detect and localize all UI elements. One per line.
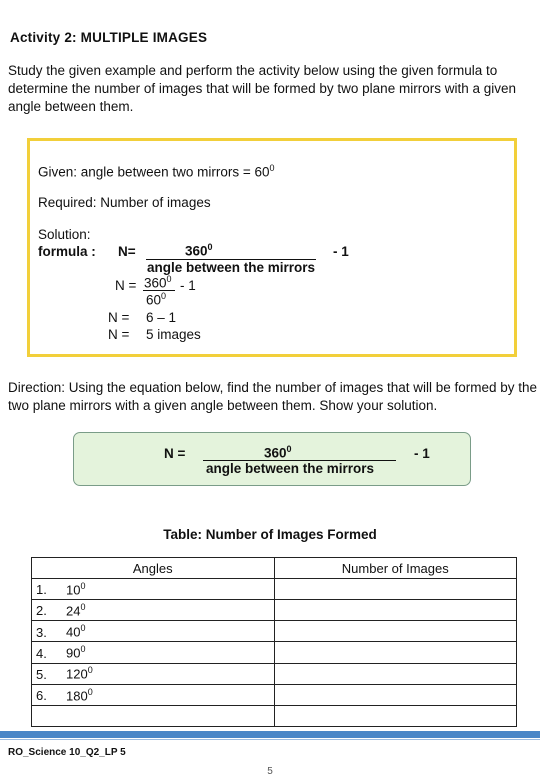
header-angles: Angles (32, 558, 275, 579)
solution-label: Solution: (38, 227, 91, 242)
given-value: 60 (254, 164, 270, 180)
footer-rule (0, 739, 540, 740)
intro-paragraph: Study the given example and perform the activity below using the given formula to determine the number of images that will be formed by two plane mirrors with a given angle between them. (8, 63, 516, 114)
row-number: 2. (36, 603, 47, 619)
given-label: Given: angle between two mirrors = (38, 164, 251, 180)
formula-box (73, 432, 471, 486)
degree-mark: 0 (161, 291, 167, 301)
angle-value: 90 (66, 645, 81, 661)
table-row (32, 600, 517, 621)
step2-value: 6 – 1 (146, 310, 177, 325)
formula-minus-one: - 1 (333, 244, 349, 259)
formula-n: N= (118, 244, 136, 259)
row-number: 5. (36, 666, 47, 682)
number-of-images-cell[interactable] (274, 684, 517, 705)
header-number-of-images: Number of Images (274, 558, 517, 579)
given-line (38, 163, 275, 180)
table-title: Table: Number of Images Formed (163, 527, 377, 542)
step2-n: N = (108, 310, 130, 325)
activity-title: Activity 2: MULTIPLE IMAGES (10, 30, 208, 45)
table-row (32, 684, 517, 705)
step1-denominator (146, 291, 166, 308)
angle-cell (32, 600, 275, 621)
degree-mark: 0 (87, 665, 93, 676)
step3-n: N = (108, 327, 130, 342)
step1-numerator-value: 360 (144, 275, 167, 291)
images-table (31, 557, 517, 727)
degree-mark: 0 (80, 580, 86, 591)
degree-mark: 0 (87, 686, 93, 697)
formula-numerator (264, 444, 292, 461)
formula-denominator: angle between the mirrors (206, 461, 375, 476)
example-box (27, 138, 517, 357)
row-number: 1. (36, 582, 47, 598)
degree-mark: 0 (286, 444, 292, 454)
table-row (32, 621, 517, 642)
number-of-images-cell[interactable] (274, 663, 517, 684)
angle-cell (32, 579, 275, 600)
degree-mark: 0 (80, 602, 86, 613)
angle-cell (32, 663, 275, 684)
angle-value: 120 (66, 666, 88, 682)
row-number: 4. (36, 645, 47, 661)
row-number: 6. (36, 687, 47, 703)
row-number: 3. (36, 624, 47, 640)
angle-value: 180 (66, 687, 88, 703)
degree-mark: 0 (207, 242, 213, 252)
page-number: 5 (267, 766, 273, 777)
formula-numerator (185, 242, 213, 259)
step1-minus-one: - 1 (180, 278, 196, 293)
angle-cell (32, 621, 275, 642)
numerator-value: 360 (264, 445, 287, 461)
table-row (32, 705, 517, 726)
direction-paragraph: Direction: Using the equation below, find the number of images that will be formed by the two plane mirrors with a given angle between them. Show your solution. (8, 380, 538, 413)
number-of-images-cell[interactable] (274, 600, 517, 621)
step1-n: N = (115, 278, 137, 293)
degree-mark: 0 (166, 274, 172, 284)
formula-denominator: angle between the mirrors (147, 260, 316, 275)
number-of-images-cell[interactable] (274, 579, 517, 600)
required-line: Required: Number of images (38, 195, 211, 210)
degree-mark: 0 (80, 623, 86, 634)
angle-value: 24 (66, 603, 81, 619)
formula-minus-one: - 1 (414, 446, 430, 461)
numerator-value: 360 (185, 243, 208, 259)
angle-cell (32, 642, 275, 663)
step3-value: 5 images (146, 327, 201, 342)
table-header-row (32, 558, 517, 579)
formula-label: formula : (38, 244, 96, 259)
angle-value: 40 (66, 624, 81, 640)
table-row (32, 663, 517, 684)
angle-value: 10 (66, 582, 81, 598)
table-row (32, 579, 517, 600)
table-row (32, 642, 517, 663)
footer-code: RO_Science 10_Q2_LP 5 (8, 747, 126, 758)
step1-denominator-value: 60 (146, 292, 162, 308)
degree-mark: 0 (269, 163, 275, 173)
number-of-images-cell[interactable] (274, 642, 517, 663)
footer-bar (0, 731, 540, 738)
angle-cell (32, 684, 275, 705)
formula-n: N = (164, 446, 186, 461)
angle-cell (32, 705, 275, 726)
degree-mark: 0 (80, 644, 86, 655)
step1-numerator (144, 274, 172, 291)
number-of-images-cell[interactable] (274, 705, 517, 726)
number-of-images-cell[interactable] (274, 621, 517, 642)
